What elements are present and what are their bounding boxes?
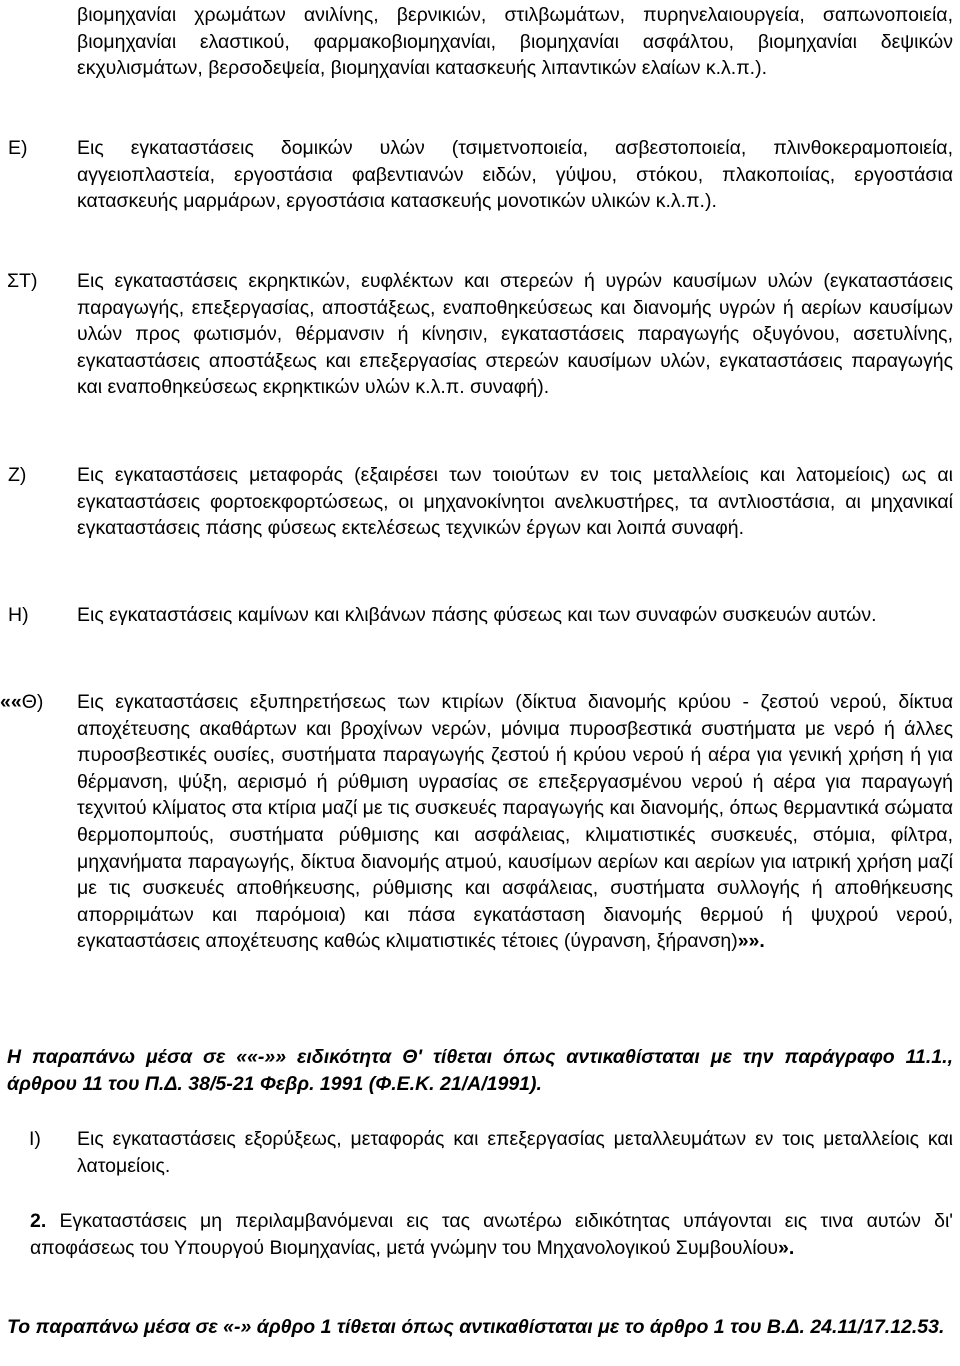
- item-text: Εις εγκαταστάσεις εξορύξεως, μεταφοράς και επεξεργασίας μεταλλευμάτων εν τοις μεταλλείοις και λατομείοις.: [77, 1128, 953, 1177]
- item-text: Εις εγκαταστάσεις δομικών υλών (τσιμετνοποιεία, ασβεστοποιεία, πλινθοκεραμοποιεία, αγγειοπλαστεία, εργοστάσια φαβεντιανών ειδών, γύψου, στόκου, πλακοποιίας, εργοστάσια κατασκευής μαρμάρων, εργοστάσια κατασκευής μονοτικών υλικών κ.λ.π.).: [77, 137, 953, 213]
- amendment-note: Η παραπάνω μέσα σε ««-»» ειδικότητα Θ' τίθεται όπως αντικαθίσταται με την παράγραφο 11.1., άρθρου 11 του Π.Δ. 38/5-21 Φεβρ. 1991 (Φ.Ε.Κ. 21/Α/1991).: [7, 1046, 953, 1095]
- item-marker: Ζ): [8, 464, 27, 486]
- closing-note: Το παραπάνω μέσα σε «-» άρθρο 1 τίθεται όπως αντικαθίσταται με το άρθρο 1 του Β.Δ. 24.11/17.12.53.: [7, 1316, 945, 1338]
- item-marker-label: Θ): [21, 691, 44, 713]
- item-text: Εις εγκαταστάσεις μεταφοράς (εξαιρέσει των τοιούτων εν τοις μεταλλείοις και λατομείοις) ως αι εγκαταστάσεις φορτοεκφορτώσεως, οι μηχανοκίνητοι ανελκυστήρες, τα αντλιοστάσια, αι μηχανικαί εγκαταστάσεις πάσης φύσεως εκτελέσεως τεχνικών έργων και λοιπά συναφή.: [77, 464, 953, 540]
- item-text: Εις εγκαταστάσεις εκρηκτικών, ευφλέκτων και στερεών ή υγρών καυσίμων υλών (εγκαταστάσεις παραγωγής, επεξεργασίας, αποστάξεως, εναποθηκεύσεως και διανομής υγρών ή αερίων καυσίμων υλών προς φωτισμόν, θέρμανσιν ή κίνησιν, εγκαταστάσεις παραγωγής οξυγόνου, ασετυλίνης, εγκαταστάσεις αποστάξεως και επεξεργασίας στερεών καυσίμων υλών, εγκαταστάσεις παραγωγής και εναποθηκεύσεως εκρηκτικών υλών κ.λ.π. συναφή).: [77, 270, 953, 399]
- intro-continuation: βιομηχανίαι χρωμάτων ανιλίνης, βερνικιών, στιλβωμάτων, πυρηνελαιουργεία, σαπωνοποιεία, βιομηχανίαι ελαστικού, φαρμακοβιομηχανίαι, βιομηχανίαι ασφάλτου, βιομηχανίαι δεψικών εκχυλισμάτων, βερσοδεψεία, βιομηχανίαι κατασκευής λιπαντικών ελαίων κ.λ.π.).: [77, 4, 953, 80]
- quote-open: ««: [0, 691, 22, 713]
- point-number: 2.: [30, 1210, 47, 1232]
- point-text: [30, 1208, 953, 1261]
- item-marker: Ε): [8, 137, 28, 159]
- item-marker: ΣΤ): [7, 270, 38, 292]
- numbered-point-2: [30, 1208, 953, 1261]
- item-text-body: Εις εγκαταστάσεις εξυπηρετήσεως των κτιρίων (δίκτυα διανομής κρύου - ζεστού νερού, δίκτυα αποχέτευσης ακαθάρτων και βροχίνων νερών, μόνιμα πυροσβεστικά συστήματα με νερό ή άλλες πυροσβεστικές ουσίες, συστήματα παραγωγής ζεστού ή κρύου νερού ή αέρα για γενική χρήση ή για θέρμανση, ψύξη, αερισμό ή ρύθμιση υγρασίας σε επεξεργασμένου νερού ή αέρα για παραγωγή τεχνιτού κλίματος στα κτίρια μαζί με τις συσκευές παραγωγής και διανομής, όπως θερμαντικά σώματα θερμοπομπούς, συστήματα ρύθμισης και ασφάλειας, κλιματιστικές συσκευές, στόμια, φίλτρα, μηχανήματα παραγωγής, δίκτυα διανομής ατμού, καυσίμων αερίων και αερίων για ιατρική χρήση μαζί με τις συσκευές αποθήκευσης, ρύθμισης και ασφάλειας, συστήματα συλλογής ή αποθήκευσης απορριμάτων και παρόμοια) και πάσα εγκατάσταση διανομής θερμού ή ψυχρού νερού, εγκαταστάσεις αποχέτευσης καθώς κλιματιστικές τέτοιες (ύγρανση, ξήρανση): [77, 691, 953, 953]
- quote-close: ».: [778, 1236, 795, 1259]
- point-body: Εγκαταστάσεις μη περιλαμβανόμεναι εις τας ανωτέρω ειδικότητας υπάγονται εις τινα αυτών δι' αποφάσεως του Υπουργού Βιομηχανίας, μετά γνώμην του Μηχανολογικού Συμβουλίου: [30, 1210, 953, 1259]
- item-text: [77, 689, 953, 955]
- item-marker: [0, 689, 43, 716]
- item-text: Εις εγκαταστάσεις καμίνων και κλιβάνων πάσης φύσεως και των συναφών συσκευών αυτών.: [77, 604, 877, 626]
- item-marker: Ι): [29, 1128, 41, 1150]
- item-marker: Η): [8, 604, 29, 626]
- quote-close: »».: [737, 930, 765, 953]
